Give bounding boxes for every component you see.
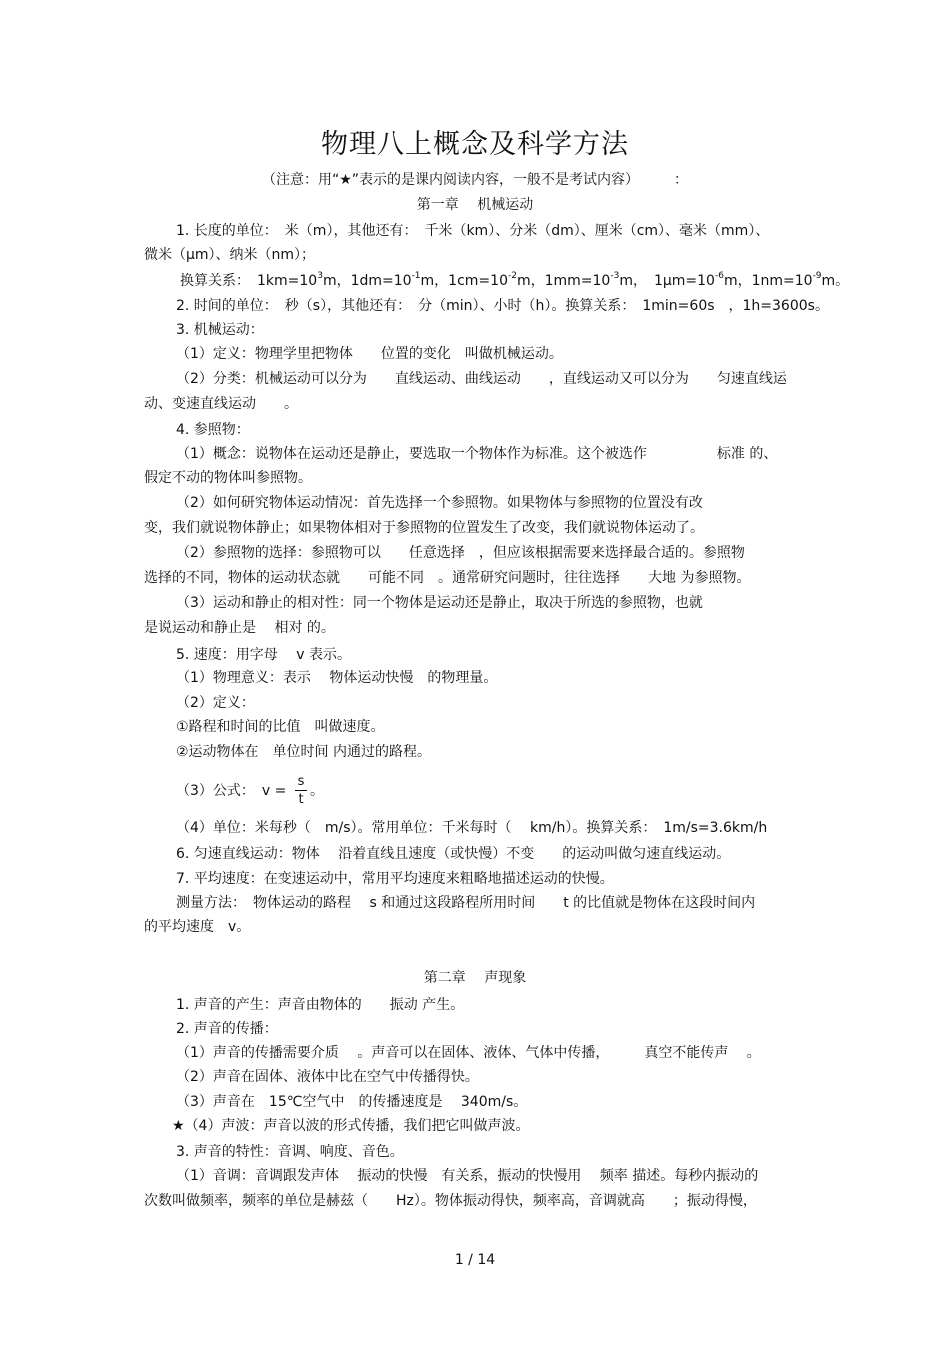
star-icon: ★	[172, 1118, 185, 1134]
exponent: -6	[714, 271, 724, 281]
exponent: -2	[507, 271, 517, 281]
conv-text: 换算关系： 1km=10	[180, 273, 318, 289]
exponent: -9	[812, 271, 822, 281]
paragraph: 1. 声音的产生：声音由物体的 振动 产生。	[176, 997, 465, 1013]
paragraph: 6. 匀速直线运动：物体 沿着直线且速度（或快慢）不变 的运动叫做匀速直线运动。	[176, 846, 731, 862]
starred-paragraph	[172, 1117, 529, 1135]
paragraph: 的平均速度 v。	[144, 919, 251, 935]
speed-formula-fraction	[295, 774, 307, 807]
paragraph: （1）定义：物理学里把物体 位置的变化 叫做机械运动。	[176, 346, 563, 362]
chapter2-heading: 第二章 声现象	[423, 970, 527, 986]
paragraph: 2. 时间的单位： 秒（s），其他还有： 分（min）、小时（h）。换算关系： 1min=60s ，1h=3600s。	[176, 298, 829, 314]
page-number: 1 / 14	[454, 1252, 496, 1268]
paragraph: 选择的不同，物体的运动状态就 可能不同 。通常研究问题时，往往选择 大地 为参照物。	[144, 570, 751, 586]
paragraph: （1）声音的传播需要介质 。声音可以在固体、液体、气体中传播， 真空不能传声 。	[176, 1045, 761, 1061]
paragraph: 次数叫做频率，频率的单位是赫兹（ Hz）。物体振动得快，频率高，音调就高 ；振动得慢，	[144, 1193, 757, 1209]
formula-label: （3）公式： v =	[176, 783, 287, 799]
paragraph: （2）定义：	[176, 695, 255, 711]
conv-text: m，1cm=10	[420, 273, 508, 289]
fraction-numerator: s	[297, 774, 305, 789]
unit-conversion-line	[180, 272, 849, 290]
paragraph: （3）运动和静止的相对性：同一个物体是运动还是静止，取决于所选的参照物，也就	[176, 595, 703, 611]
paragraph: 变，我们就说物体静止；如果物体相对于参照物的位置发生了改变，我们就说物体运动了。	[144, 520, 704, 536]
paragraph: 2. 声音的传播：	[176, 1021, 278, 1037]
paragraph: （3）声音在 15℃空气中 的传播速度是 340m/s。	[176, 1094, 528, 1110]
paragraph: 7. 平均速度：在变速运动中，常用平均速度来粗略地描述运动的快慢。	[176, 871, 614, 887]
conv-text: m，1dm=10	[322, 273, 412, 289]
paragraph: （4）单位：米每秒（ m/s）。常用单位：千米每时（ km/h）。换算关系： 1m/s=3.6km/h	[176, 820, 768, 836]
note-line: （注意：用“★”表示的是课内阅读内容，一般不是考试内容） ：	[261, 172, 689, 188]
paragraph: 微米（μm）、纳米（nm）；	[144, 247, 316, 263]
paragraph: （2）参照物的选择：参照物可以 任意选择 ，但应该根据需要来选择最合适的。参照物	[176, 545, 745, 561]
conv-text: m。	[821, 273, 850, 289]
paragraph: 5. 速度：用字母 v 表示。	[176, 647, 351, 663]
paragraph: 3. 机械运动：	[176, 322, 264, 338]
paragraph: 动、变速直线运动 。	[144, 396, 298, 412]
paragraph: （2）声音在固体、液体中比在空气中传播得快。	[176, 1069, 479, 1085]
exponent: 3	[317, 271, 323, 281]
paragraph: ②运动物体在 单位时间 内通过的路程。	[176, 744, 431, 760]
paragraph: （1）概念：说物体在运动还是静止，要选取一个物体作为标准。这个被选作 标准 的、	[176, 446, 778, 462]
paragraph: （1）音调：音调跟发声体 振动的快慢 有关系，振动的快慢用 频率 描述。每秒内振动的	[176, 1168, 759, 1184]
paragraph: 假定不动的物体叫参照物。	[144, 470, 312, 486]
paragraph: 4. 参照物：	[176, 422, 250, 438]
paragraph: 1. 长度的单位： 米（m），其他还有： 千米（km）、分米（dm）、厘米（cm）、毫米（mm）、	[176, 223, 770, 239]
starred-text: （4）声波：声音以波的形式传播，我们把它叫做声波。	[184, 1118, 530, 1134]
paragraph: ①路程和时间的比值 叫做速度。	[176, 719, 385, 735]
conv-text: m， 1μm=10	[619, 273, 715, 289]
fraction-bar	[295, 790, 307, 791]
conv-text: m，1mm=10	[516, 273, 611, 289]
paragraph: 测量方法： 物体运动的路程 s 和通过这段路程所用时间 t 的比值就是物体在这段时间内	[176, 895, 756, 911]
paragraph: （1）物理意义：表示 物体运动快慢 的物理量。	[176, 670, 498, 686]
conv-text: m，1nm=10	[723, 273, 813, 289]
chapter1-heading: 第一章 机械运动	[416, 197, 534, 213]
paragraph: 是说运动和静止是 相对 的。	[144, 620, 335, 636]
fraction-denominator: t	[298, 792, 304, 807]
paragraph: （2）如何研究物体运动情况：首先选择一个参照物。如果物体与参照物的位置没有改	[176, 495, 703, 511]
exponent: -3	[610, 271, 620, 281]
formula-end: 。	[310, 783, 324, 799]
paragraph: 3. 声音的特性：音调、响度、音色。	[176, 1144, 404, 1160]
paragraph: （2）分类：机械运动可以分为 直线运动、曲线运动 ，直线运动又可以分为 匀速直线运	[176, 371, 787, 387]
exponent: -1	[411, 271, 421, 281]
page-title: 物理八上概念及科学方法	[321, 129, 629, 160]
